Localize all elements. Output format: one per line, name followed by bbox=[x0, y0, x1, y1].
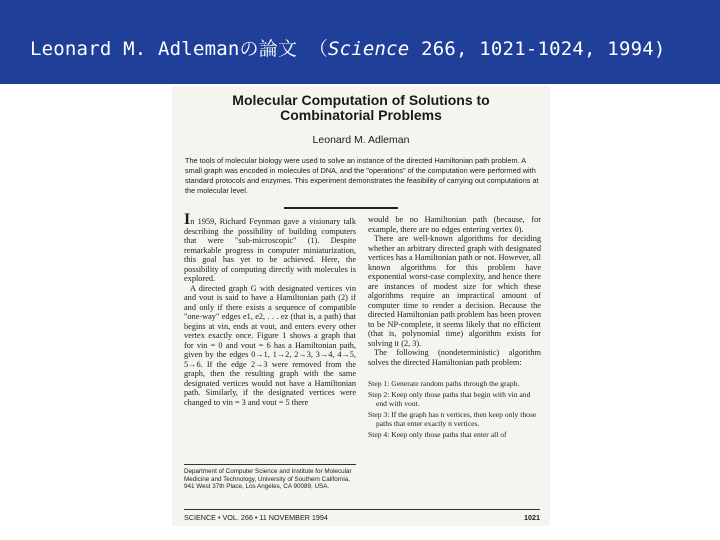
journal-footer: SCIENCE • VOL. 266 • 11 NOVEMBER 1994 bbox=[184, 513, 328, 522]
slide-title bbox=[30, 34, 666, 61]
footer-divider bbox=[184, 509, 540, 510]
right-paragraph-3: The following (nondeterministic) algorithm solves the directed Hamiltonian path problem: bbox=[368, 348, 541, 367]
algorithm-step-1: Step 1: Generate random paths through the graph. bbox=[368, 379, 520, 388]
right-column bbox=[368, 215, 541, 441]
paper-author: Leonard M. Adleman bbox=[312, 134, 410, 146]
right-paragraph-2: There are well-known algorithms for deciding whether an arbitrary directed graph with designated vertices has a Hamiltonian path or not. However, all known algorithms for this problem have exponential worst-case complexity, and hence there are instances of modest size for which these algorithms require an impractical amount of computer time to render a decision. Because the directed Hamiltonian path problem has been proven to be NP-complete, it seems likely that no efficient (that is, polynomial time) algorithm exists for solving it (2, 3). bbox=[368, 234, 541, 348]
slide-header bbox=[0, 0, 720, 84]
left-paragraph-2: A directed graph G with designated vertices vin and vout is said to have a Hamiltonian path (2) if and only if there exists a sequence of compatible "one-way" edges e1, e2, . . . ez (that is, a path) that begins at vin, ends at vout, and enters every other vertex exactly once. Figure 1 shows a graph that for vin = 0 and vout = 6 has a Hamiltonian path, given by the edges 0→1, 1→2, 2→3, 3→4, 4→5, 5→6. If the edge 2→3 were removed from the graph, then the resulting graph with the same designated vertices would not have a Hamiltonian path. Similarly, if the designated vertices were changed to vin = 3 and vout = 5 there bbox=[184, 283, 356, 407]
algorithm-step-2: Step 2: Keep only those paths that begin with vin and end with vout. bbox=[368, 390, 531, 408]
algorithm-step-4: Step 4: Keep only those paths that enter all of bbox=[368, 430, 507, 439]
page-number: 1021 bbox=[524, 513, 540, 522]
left-column bbox=[184, 211, 356, 407]
left-paragraph-1-text: n 1959, Richard Feynman gave a visionary talk describing the possibility of building computers that were "sub-microscopic" (1). Despite remarkable progress in computer miniaturization, this goal has yet to be achieved. Here, the possibility of computing directly with molecules is explored. bbox=[184, 217, 356, 283]
right-paragraph-1: would be no Hamiltonian path (because, for example, there are no edges entering vertex 0). bbox=[368, 215, 541, 234]
algorithm-step-3: Step 3: If the graph has n vertices, then keep only those paths that enter exactly n vertices. bbox=[368, 410, 537, 428]
paper-abstract: The tools of molecular biology were used to solve an instance of the directed Hamiltonian path problem. A small graph was encoded in molecules of DNA, and the "operations" of the computation were performed with standard protocols and enzymes. This experiment demonstrates the feasibility of carrying out computations at the molecular level. bbox=[185, 156, 539, 195]
journal-name: Science bbox=[327, 38, 410, 60]
left-paragraph-1 bbox=[184, 211, 356, 284]
algorithm-steps bbox=[368, 379, 541, 439]
paper-title-line-1: Molecular Computation of Solutions to bbox=[232, 92, 490, 108]
paper-title bbox=[172, 93, 550, 123]
abstract-divider bbox=[284, 207, 398, 209]
drop-cap: I bbox=[184, 211, 191, 228]
title-prefix: Leonard M. Adlemanの論文 （ bbox=[30, 38, 328, 60]
author-affiliation: Department of Computer Science and Institute for Molecular Medicine and Technology, University of Southern California, 941 West 37th Place, Los Angeles, CA 90089, USA. bbox=[184, 464, 356, 491]
paper-title-line-2: Combinatorial Problems bbox=[280, 107, 442, 123]
citation-details: 266, 1021-1024, 1994) bbox=[409, 38, 666, 60]
paper-page-image bbox=[172, 86, 550, 526]
